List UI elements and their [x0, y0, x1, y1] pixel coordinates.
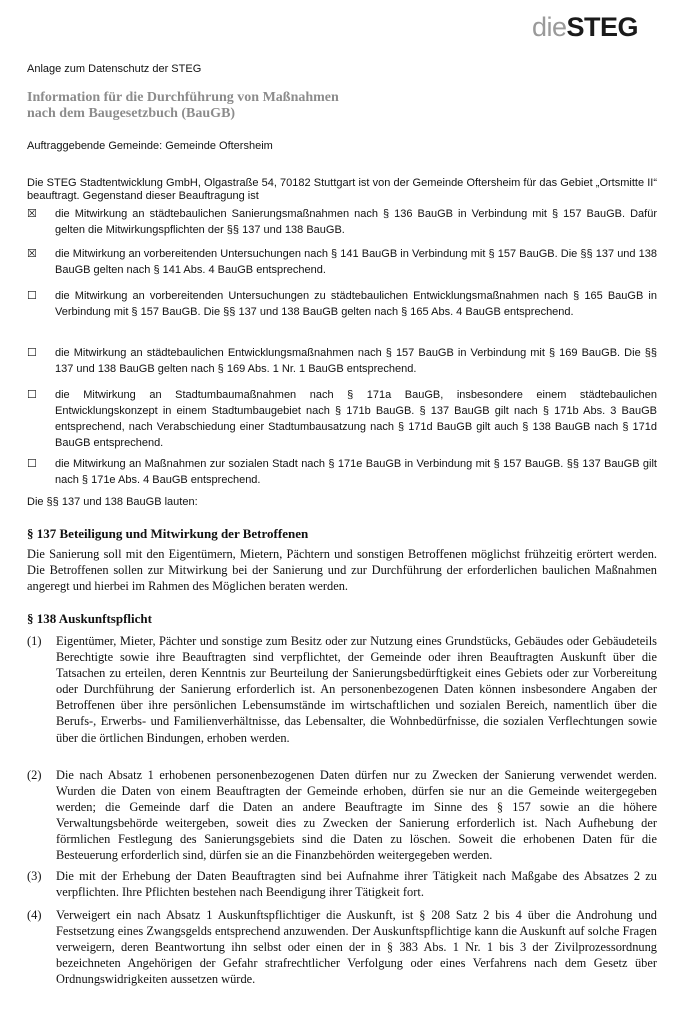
logo-steg: STEG: [566, 12, 638, 42]
checkbox-empty-icon: ☐: [27, 458, 37, 470]
paragraph-text: Die mit der Erhebung der Daten Beauftragten sind bei Aufnahme ihrer Tätigkeit nach Maßgabe des Absatzes 2 zu verpflichten. Ihre Pflichten bestehen nach Beendigung ihrer Tätigkeit fort.: [56, 869, 657, 900]
checkbox-checked-icon: ☒: [27, 248, 37, 260]
paragraph-text: Eigentümer, Mieter, Pächter und sonstige zum Besitz oder zur Nutzung eines Grundstücks, Gebäudes oder Gebäudeteils Berechtigte sowie ihre Beauftragten sind verpflichtet, der Gemeinde oder ihren Beauftragten Auskunft über die Tatsachen zu erteilen, deren Kenntnis zur Beurteilung der Sanierungsbedürftigkeit eines Gebiets oder zur Vorbereitung oder Durchführung der Sanierung erforderlich ist. An personenbezogenen Daten können insbesondere Angaben der Betroffenen über ihre persönlichen Lebensumstände im wirtschaftlichen und sozialen Bereich, namentlich über die Berufs-, Erwerbs- und Familienverhältnisse, das Lebensalter, die Wohnbedürfnisse, die sozialen Verflechtungen sowie über die örtlichen Bindungen, erhoben werden.: [56, 634, 657, 745]
option-text: die Mitwirkung an städtebaulichen Entwicklungsmaßnahmen nach § 157 BauGB in Verbindung mit § 169 BauGB. Die §§ 137 und 138 BauGB gelten nach § 169 Abs. 1 Nr. 1 BauGB entsprechend.: [55, 347, 657, 375]
paragraphs-intro: Die §§ 137 und 138 BauGB lauten:: [27, 496, 198, 508]
checkbox-checked-icon: ☒: [27, 208, 37, 220]
section-137-heading: § 137 Beteiligung und Mitwirkung der Betroffenen: [27, 526, 309, 541]
section-137-text: Die Sanierung soll mit den Eigentümern, Mietern, Pächtern und sonstigen Betroffenen möglichst frühzeitig erörtert werden. Die Betroffenen sollen zur Mitwirkung bei der Sanierung und zur Durchführung der erforderlichen baulichen Maßnahmen angeregt und hierbei im Rahmen des Möglichen beraten werden.: [27, 547, 657, 593]
logo-die: die: [531, 12, 567, 42]
checkbox-empty-icon: ☐: [27, 347, 37, 359]
paragraph-number: (3): [27, 869, 42, 883]
option-text: die Mitwirkung an städtebaulichen Sanierungsmaßnahmen nach § 136 BauGB in Verbindung mit § 157 BauGB. Dafür gelten die Mitwirkungspflichten der §§ 137 und 138 BauGB.: [55, 208, 657, 236]
option-text: die Mitwirkung an Stadtumbaumaßnahmen nach § 171a BauGB, insbesondere einem städtebaulichen Entwicklungskonzept in einem Stadtumbaugebiet nach § 171b BauGB. § 137 BauGB gilt nach § 171b Abs. 3 BauGB entsprechend, nach Verabschiedung einer Stadtumbausatzung nach § 171d BauGB gilt auch § 138 BauGB nach § 171d BauGB entsprechend.: [55, 389, 657, 449]
title-line-1: Information für die Durchführung von Maßnahmen: [27, 90, 339, 105]
paragraph-number: (4): [27, 908, 42, 922]
paragraph-number: (2): [27, 768, 42, 782]
annex-label: Anlage zum Datenschutz der STEG: [27, 63, 202, 75]
option-text: die Mitwirkung an Maßnahmen zur sozialen Stadt nach § 171e BauGB in Verbindung mit § 157 BauGB. §§ 137 BauGB gilt nach § 171e Abs. 4 BauGB entsprechend.: [55, 458, 657, 486]
checkbox-empty-icon: ☐: [27, 290, 37, 302]
document-title: [27, 90, 339, 122]
option-text: die Mitwirkung an vorbereitenden Untersuchungen zu städtebaulichen Entwicklungsmaßnahmen nach § 165 BauGB in Verbindung mit § 157 BauGB. Die §§ 137 und 138 BauGB gelten nach § 165 Abs. 4 BauGB entsprechend.: [55, 290, 657, 318]
section-138-heading: § 138 Auskunftspflicht: [27, 611, 152, 626]
checkbox-empty-icon: ☐: [27, 389, 37, 401]
paragraph-text: Verweigert ein nach Absatz 1 Auskunftspflichtiger die Auskunft, ist § 208 Satz 2 bis 4 über die Androhung und Festsetzung eines Zwangsgelds entsprechend anzuwenden. Der Auskunftspflichtige kann die Auskunft auf solche Fragen verweigern, deren Beantwortung ihn selbst oder einen der in § 383 Abs. 1 Nr. 1 bis 3 der Zivilprozessordnung bezeichneten Angehörigen der Gefahr strafrechtlicher Verfolgung oder eines Verfahrens nach dem Gesetz über Ordnungswidrigkeiten aussetzen würde.: [56, 908, 657, 987]
intro-paragraph: Die STEG Stadtentwicklung GmbH, Olgastraße 54, 70182 Stuttgart ist von der Gemeinde Oftersheim für das Gebiet „Ortsmitte II“ beauftragt. Gegenstand dieser Beauftragung ist: [27, 177, 657, 202]
steg-logo: [532, 12, 638, 42]
paragraph-number: (1): [27, 634, 42, 648]
title-line-2: nach dem Baugesetzbuch (BauGB): [27, 106, 236, 121]
client-municipality: Auftraggebende Gemeinde: Gemeinde Oftersheim: [27, 140, 273, 152]
paragraph-text: Die nach Absatz 1 erhobenen personenbezogenen Daten dürfen nur zu Zwecken der Sanierung verwendet werden. Wurden die Daten von einem Beauftragten der Gemeinde erhoben, dürfen sie nur an die Gemeinde weitergegeben werden; die Gemeinde darf die Daten an andere Beauftragte im Sinne des § 157 sowie an die höhere Verwaltungsbehörde weitergeben, soweit dies zu Zwecken der Sanierung erforderlich ist. Nach Aufhebung der förmlichen Festlegung des Sanierungsgebiets sind die Daten zu löschen. Soweit die erhobenen Daten für die Besteuerung erforderlich sind, dürfen sie an die Finanzbehörden weitergegeben werden.: [56, 768, 657, 863]
option-text: die Mitwirkung an vorbereitenden Untersuchungen nach § 141 BauGB in Verbindung mit § 157 BauGB. Die §§ 137 und 138 BauGB gelten nach § 141 Abs. 4 BauGB entsprechend.: [55, 248, 657, 276]
